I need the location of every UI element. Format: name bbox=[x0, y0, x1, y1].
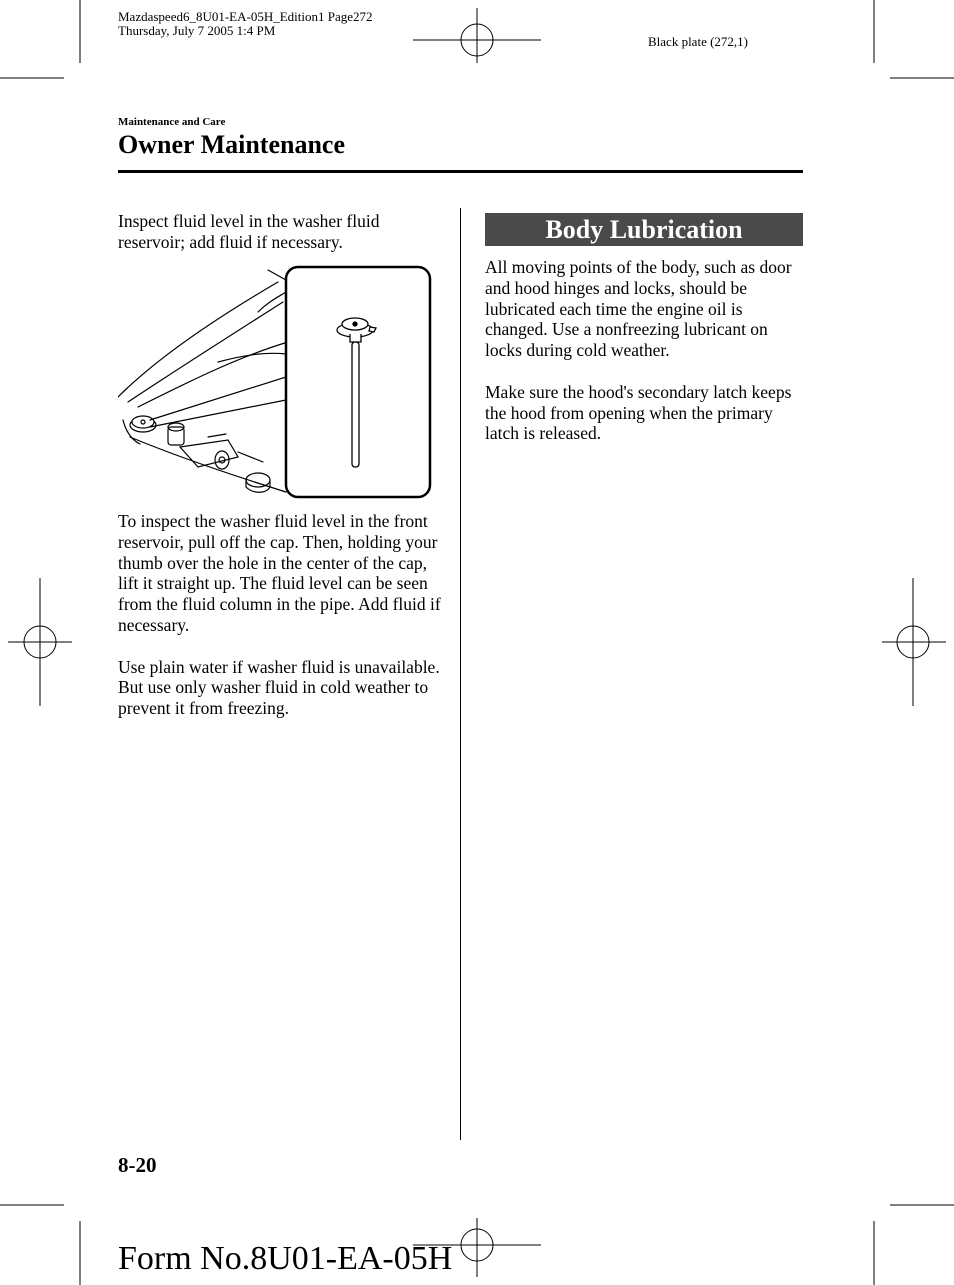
washer-reservoir-illustration bbox=[118, 262, 434, 502]
page-title: Owner Maintenance bbox=[118, 130, 345, 159]
print-date-line: Thursday, July 7 2005 1:4 PM bbox=[118, 23, 276, 38]
plate-label: Black plate (272,1) bbox=[648, 34, 748, 49]
body-lubrication-heading: Body Lubrication bbox=[485, 213, 803, 246]
form-number: Form No.8U01-EA-05H bbox=[118, 1240, 453, 1277]
section-label: Maintenance and Care bbox=[118, 116, 226, 128]
print-file-line: Mazdaspeed6_8U01-EA-05H_Edition1 Page272 bbox=[118, 9, 373, 24]
column-divider bbox=[460, 208, 461, 1140]
title-rule bbox=[118, 170, 803, 173]
page-number: 8-20 bbox=[118, 1153, 157, 1177]
inspect-paragraph: To inspect the washer fluid level in the front reservoir, pull off the cap. Then, holding your thumb over the hole in the center of the cap, lift it straight up. The fluid level can be seen from the fluid column in the pipe. Add fluid if necessary. bbox=[118, 511, 441, 635]
intro-paragraph: Inspect fluid level in the washer fluid reservoir; add fluid if necessary. bbox=[118, 211, 380, 252]
lubrication-paragraph: All moving points of the body, such as door and hood hinges and locks, should be lubricated each time the engine oil is changed. Use a nonfreezing lubricant on locks during cold weather. bbox=[485, 257, 792, 361]
right-body bbox=[485, 257, 795, 465]
plain-water-paragraph: Use plain water if washer fluid is unavailable. But use only washer fluid in cold weather to prevent it from freezing. bbox=[118, 656, 440, 719]
hood-latch-paragraph: Make sure the hood's secondary latch keeps the hood from opening when the primary latch is released. bbox=[485, 381, 792, 444]
left-body bbox=[118, 511, 443, 740]
